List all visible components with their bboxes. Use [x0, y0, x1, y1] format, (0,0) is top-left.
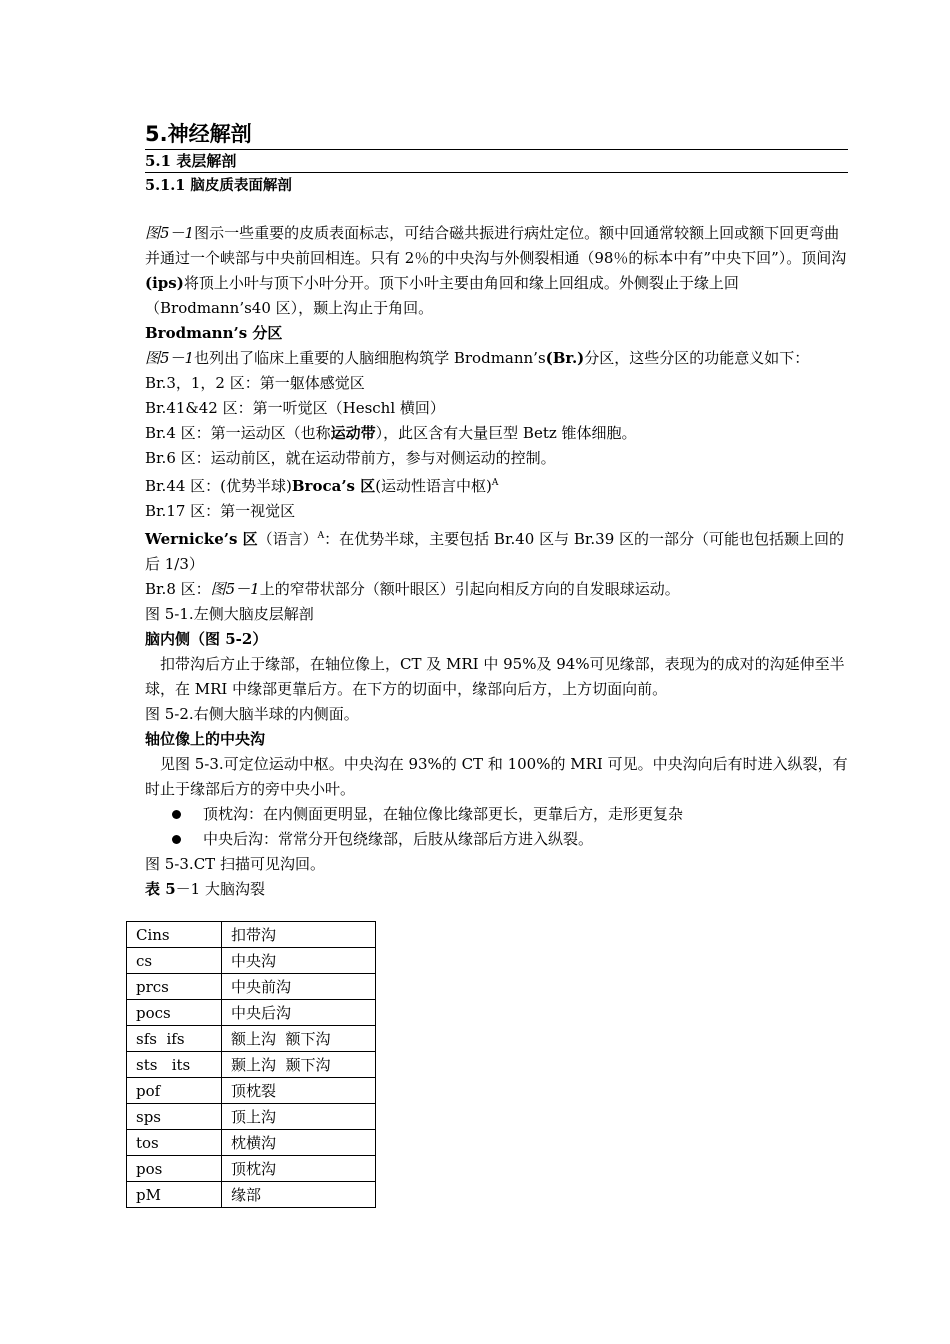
medial-paragraph: 扣带沟后方止于缘部，在轴位像上，CT 及 MRI 中 95%及 94%可见缘部，表现为的成对的沟延伸至半球，在 MRI 中缘部更靠后方。在下方的切面中，缘部向后方，上方切面向前。: [145, 655, 845, 698]
table-cell-abbr: sts its: [127, 1052, 222, 1078]
table-row: [127, 1156, 376, 1182]
brodmann-heading: Brodmann’s 分区: [145, 324, 283, 342]
table-row: [127, 1130, 376, 1156]
table-row: [127, 1104, 376, 1130]
bullet-item: 顶枕沟：在内侧面更明显，在轴位像比缘部更长，更靠后方，走形更复杂: [145, 802, 848, 827]
figure-ref: 图5－1: [145, 224, 195, 242]
table-cell-abbr: pM: [127, 1182, 222, 1208]
axial-heading: 轴位像上的中央沟: [145, 730, 266, 748]
table-cell-name: 顶上沟: [222, 1104, 376, 1130]
table-row: [127, 948, 376, 974]
table-row: [127, 1052, 376, 1078]
table-cell-abbr: sps: [127, 1104, 222, 1130]
figure-caption: 图 5-2.右侧大脑半球的内侧面。: [145, 705, 359, 723]
area-item: Br.17 区：第一视觉区: [145, 502, 296, 520]
table-row: [127, 1026, 376, 1052]
table-cell-abbr: tos: [127, 1130, 222, 1156]
intro-paragraph: 图5－1图示一些重要的皮质表面标志，可结合磁共振进行病灶定位。额中回通常较额上回或额下回更弯曲并通过一个峡部与中央前回相连。只有 2％的中央沟与外侧裂相通（98％的标本中有”中央下回”）。顶间沟(ips)将顶上小叶与顶下小叶分开。顶下小叶主要由角回和缘上回组成。外侧裂止于缘上回（Brodmann’s40 区），颞上沟止于角回。: [145, 224, 847, 317]
area-item: Br.6 区：运动前区，就在运动带前方，参与对侧运动的控制。: [145, 449, 556, 467]
table-cell-abbr: pos: [127, 1156, 222, 1182]
table-cell-name: 缘部: [222, 1182, 376, 1208]
document-page: [145, 120, 848, 902]
table-cell-abbr: prcs: [127, 974, 222, 1000]
sulci-table: [126, 921, 376, 1208]
table-cell-abbr: pocs: [127, 1000, 222, 1026]
axial-paragraph: 见图 5-3.可定位运动中枢。中央沟在 93%的 CT 和 100%的 MRI 可见。中央沟向后有时进入纵裂，有时止于缘部后方的旁中央小叶。: [145, 755, 848, 798]
area-item: Br.3，1，2 区：第一躯体感觉区: [145, 374, 365, 392]
table-cell-name: 中央后沟: [222, 1000, 376, 1026]
table-title: 表 5－1 大脑沟裂: [145, 880, 265, 898]
bullet-list: [145, 802, 848, 852]
table-cell-name: 颞上沟 颞下沟: [222, 1052, 376, 1078]
table-row: [127, 1000, 376, 1026]
table-row: [127, 1078, 376, 1104]
table-cell-abbr: cs: [127, 948, 222, 974]
table-cell-name: 枕横沟: [222, 1130, 376, 1156]
brodmann-paragraph: 图5－1也列出了临床上重要的人脑细胞构筑学 Brodmann’s(Br.)分区，这些分区的功能意义如下：: [145, 349, 810, 367]
area-item: Wernicke’s 区（语言）$^A$：在优势半球，主要包括 Br.40 区与 Br.39 区的一部分（可能也包括颞上回的后 1/3）: [145, 530, 845, 573]
table-cell-abbr: pof: [127, 1078, 222, 1104]
table-cell-abbr: Cins: [127, 922, 222, 948]
area-item: Br.41&42 区：第一听觉区（Heschl 横回）: [145, 399, 445, 417]
table-cell-name: 顶枕裂: [222, 1078, 376, 1104]
table-row: [127, 974, 376, 1000]
medial-heading: 脑内侧（图 5-2）: [145, 630, 268, 648]
bullet-item: 中央后沟：常常分开包绕缘部，后肢从缘部后方进入纵裂。: [145, 827, 848, 852]
table-cell-name: 中央沟: [222, 948, 376, 974]
table-cell-name: 额上沟 额下沟: [222, 1026, 376, 1052]
section-title: 5.1 表层解剖: [145, 150, 848, 173]
area-item: Br.4 区：第一运动区（也称运动带），此区含有大量巨型 Betz 锥体细胞。: [145, 424, 637, 442]
area-item: Br.8 区：图5－1上的窄带状部分（额叶眼区）引起向相反方向的自发眼球运动。: [145, 580, 680, 598]
table-cell-name: 顶枕沟: [222, 1156, 376, 1182]
figure-caption: 图 5-3.CT 扫描可见沟回。: [145, 855, 325, 873]
area-item: Br.44 区：(优势半球)Broca’s 区(运动性语言中枢)$^A$: [145, 477, 499, 495]
chapter-title: 5.神经解剖: [145, 120, 848, 150]
table-cell-abbr: sfs ifs: [127, 1026, 222, 1052]
table-row: [127, 1182, 376, 1208]
table-row: [127, 922, 376, 948]
figure-ref: 图5－1: [145, 349, 195, 367]
subsection-title: 5.1.1 脑皮质表面解剖: [145, 177, 292, 194]
table-cell-name: 中央前沟: [222, 974, 376, 1000]
table-cell-name: 扣带沟: [222, 922, 376, 948]
figure-caption: 图 5-1.左侧大脑皮层解剖: [145, 605, 314, 623]
